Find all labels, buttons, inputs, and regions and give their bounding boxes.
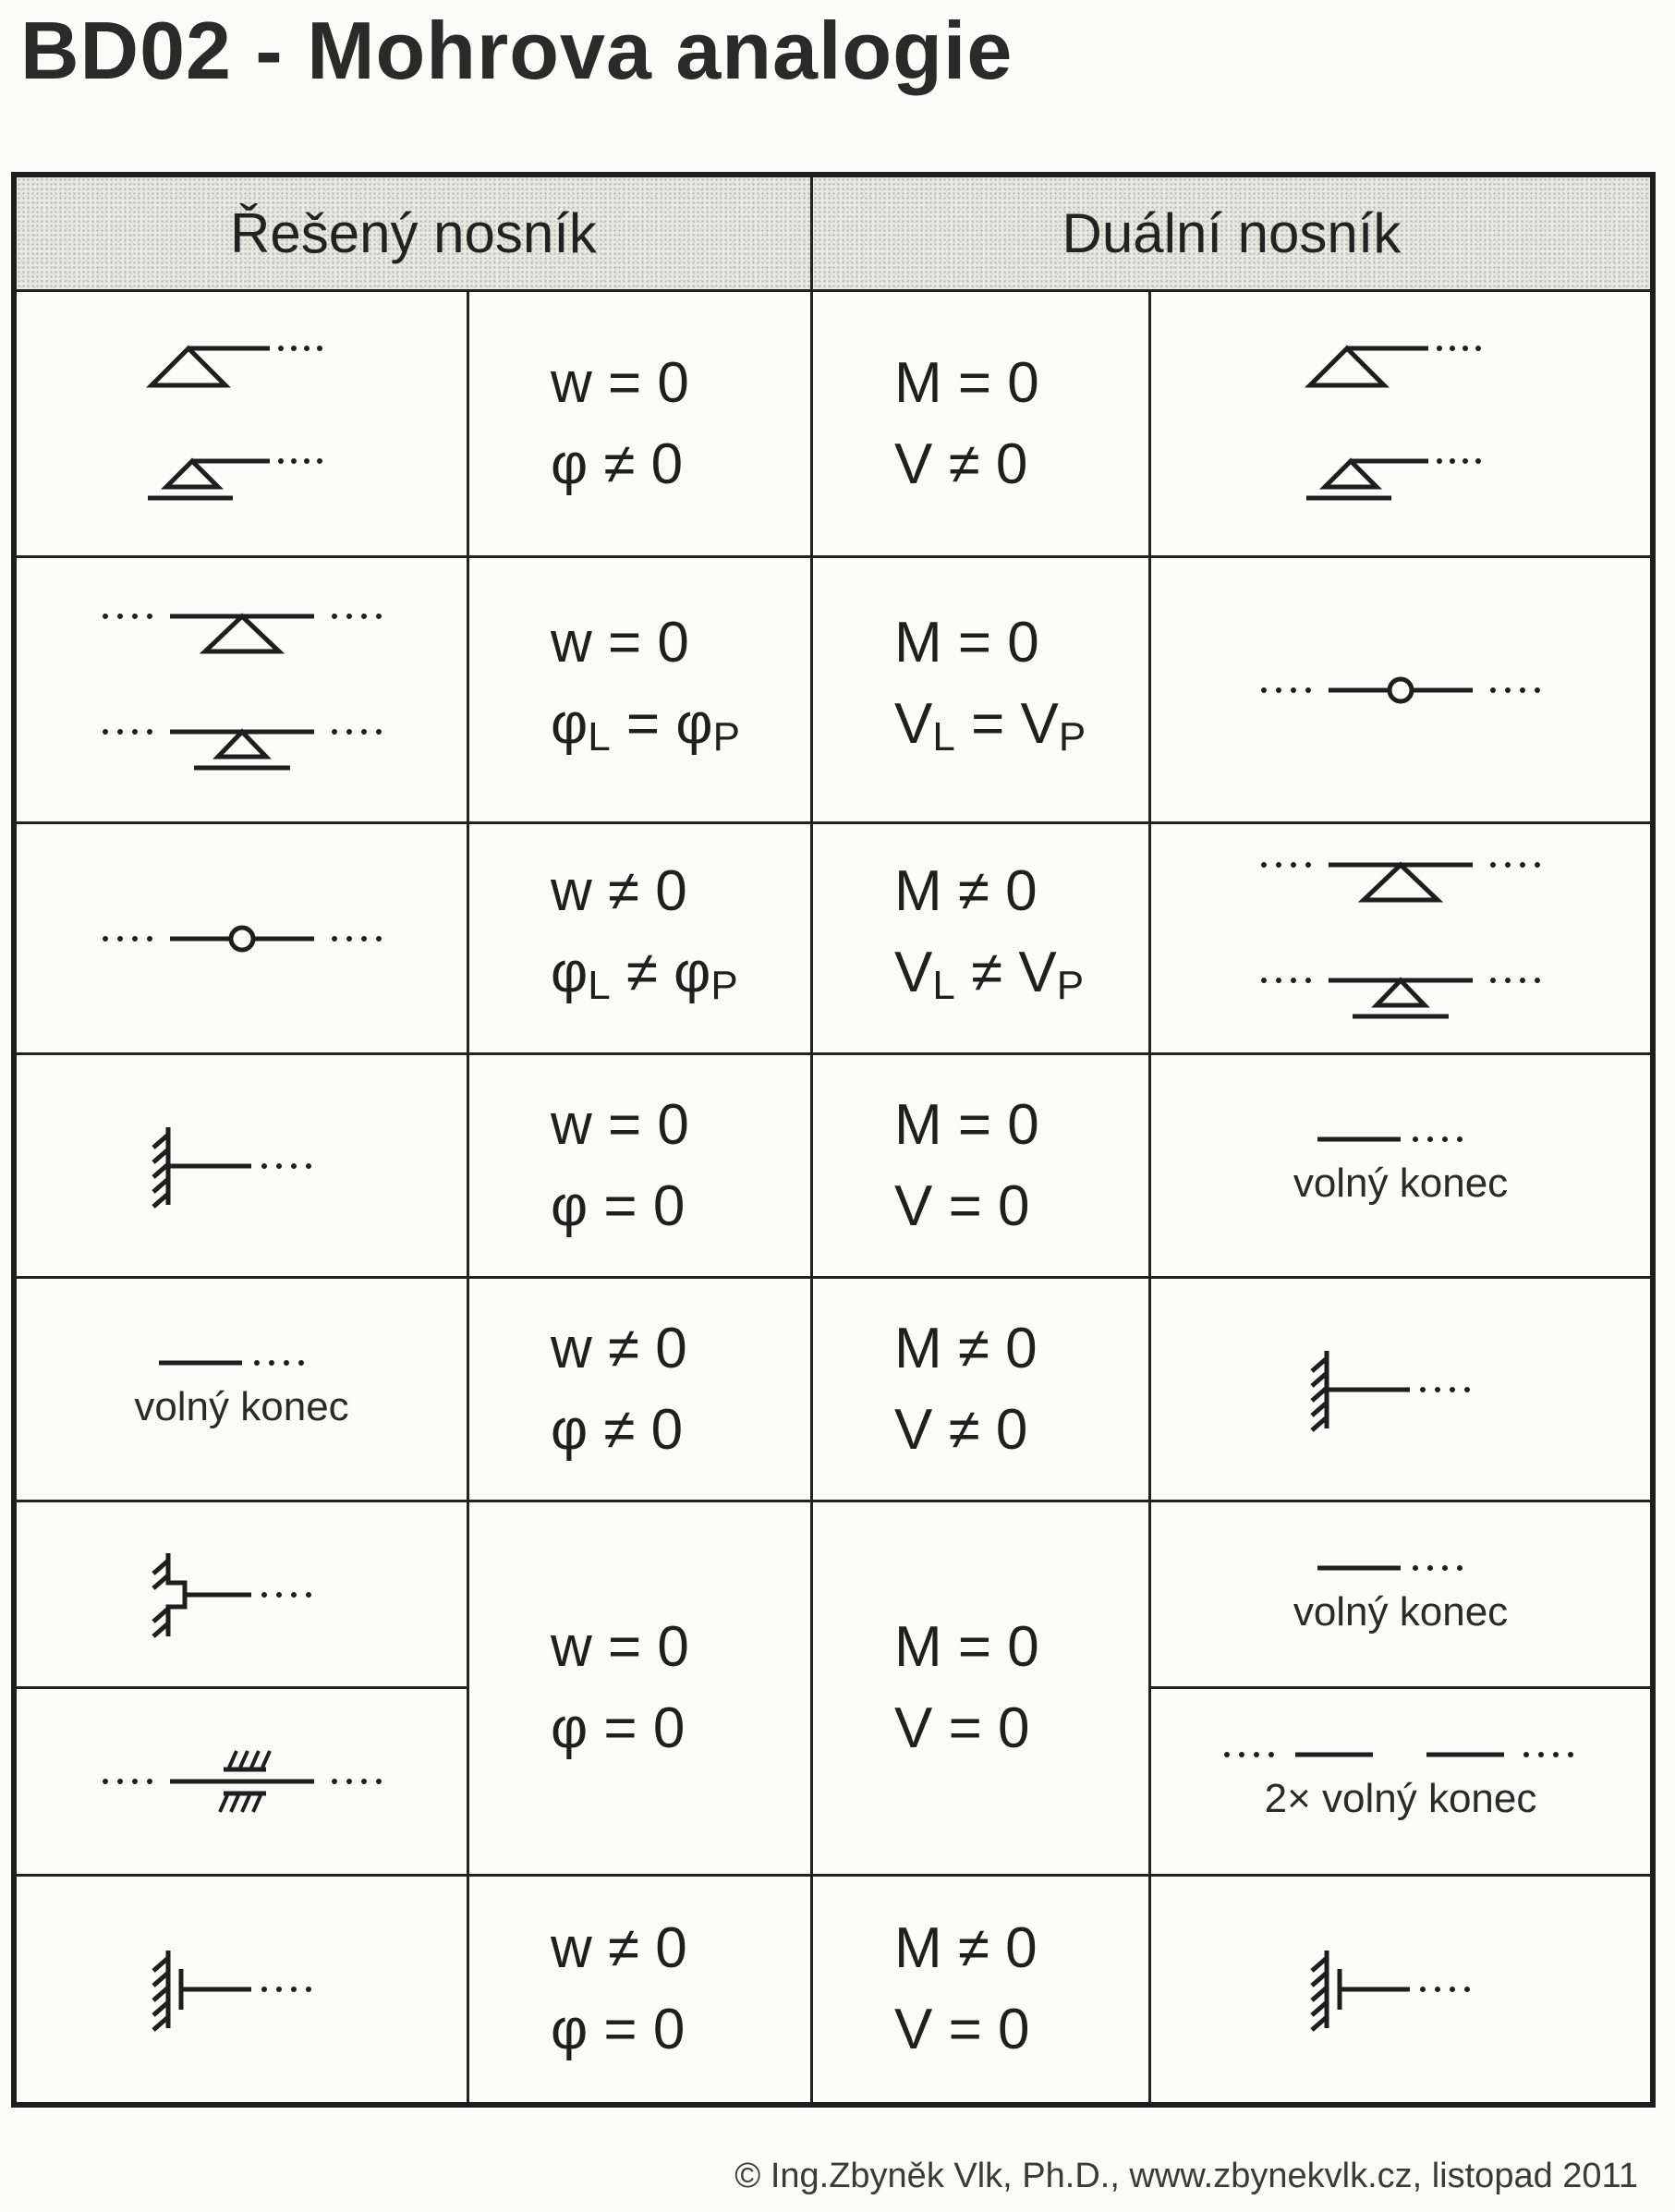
sliding-clamp-icon bbox=[1299, 1943, 1502, 2036]
w-condition: w = 0 bbox=[551, 610, 689, 675]
row5-internal-forces bbox=[813, 1279, 1151, 1502]
row5-deflection bbox=[469, 1279, 813, 1502]
free-end-icon bbox=[1308, 1125, 1493, 1153]
m-condition: M ≠ 0 bbox=[894, 858, 1038, 923]
v-condition: $V_L = V_P$ bbox=[894, 691, 1086, 760]
row3-dual-diagram bbox=[1151, 824, 1650, 1055]
w-condition: w = 0 bbox=[551, 1092, 689, 1157]
row6-internal-forces bbox=[813, 1502, 1151, 1877]
page-title: BD02 - Mohrova analogie bbox=[20, 5, 1013, 96]
row1-solved-diagram bbox=[17, 292, 469, 558]
sliding-clamp-icon bbox=[140, 1943, 344, 2036]
header-solved-beam: Řešený nosník bbox=[17, 177, 813, 292]
v-condition: $V_L \ne V_P$ bbox=[894, 940, 1085, 1008]
phi-condition: φ = 0 bbox=[551, 1696, 686, 1760]
row1-deflection bbox=[469, 292, 813, 558]
free-end-label: volný konec bbox=[1293, 1160, 1509, 1206]
free-end-icon bbox=[1308, 1554, 1493, 1582]
w-condition: w = 0 bbox=[551, 350, 689, 415]
hinge-icon bbox=[1244, 662, 1558, 718]
row3-solved-diagram bbox=[17, 824, 469, 1055]
row1-dual-diagram bbox=[1151, 292, 1650, 558]
row6a-solved-diagram bbox=[17, 1502, 469, 1689]
row3-deflection bbox=[469, 824, 813, 1055]
row7-dual-diagram bbox=[1151, 1877, 1650, 2102]
row7-deflection bbox=[469, 1877, 813, 2102]
row2-solved-diagram bbox=[17, 558, 469, 824]
row2-deflection bbox=[469, 558, 813, 824]
row6b-solved-diagram bbox=[17, 1689, 469, 1877]
free-end-icon bbox=[150, 1349, 334, 1377]
row4-dual-diagram bbox=[1151, 1055, 1650, 1279]
row2-internal-forces bbox=[813, 558, 1151, 824]
phi-condition: φ = 0 bbox=[551, 1998, 686, 2061]
phi-condition: φ = 0 bbox=[551, 1173, 686, 1238]
v-condition: V ≠ 0 bbox=[894, 431, 1028, 496]
inner-pin-and-roller-support-icon bbox=[1244, 846, 1558, 1031]
row6b-dual-diagram bbox=[1151, 1689, 1650, 1877]
free-end-label: volný konec bbox=[134, 1383, 349, 1429]
row5-solved-diagram bbox=[17, 1279, 469, 1502]
m-condition: M = 0 bbox=[894, 1092, 1039, 1157]
phi-condition: φ ≠ 0 bbox=[551, 431, 684, 496]
row7-solved-diagram bbox=[17, 1877, 469, 2102]
row5-dual-diagram bbox=[1151, 1279, 1650, 1502]
phi-condition: φ ≠ 0 bbox=[551, 1397, 684, 1462]
free-end-label: volný konec bbox=[1293, 1588, 1509, 1635]
row7-internal-forces bbox=[813, 1877, 1151, 2102]
pin-and-roller-support-icon bbox=[131, 332, 353, 517]
w-condition: w = 0 bbox=[551, 1615, 689, 1679]
fixed-end-bracket-icon bbox=[140, 1544, 344, 1646]
mohr-analogy-table bbox=[11, 172, 1656, 2108]
row2-dual-diagram bbox=[1151, 558, 1650, 824]
pin-and-roller-support-icon bbox=[1290, 332, 1511, 517]
fixed-end-icon bbox=[140, 1120, 344, 1212]
row3-internal-forces bbox=[813, 824, 1151, 1055]
double-free-end-icon bbox=[1216, 1741, 1585, 1768]
phi-condition: $\varphi_L \ne \varphi_P$ bbox=[551, 940, 738, 1008]
m-condition: M = 0 bbox=[894, 350, 1039, 415]
double-free-end-label: 2× volný konec bbox=[1264, 1776, 1537, 1821]
row4-deflection bbox=[469, 1055, 813, 1279]
m-condition: M = 0 bbox=[894, 1615, 1039, 1679]
v-condition: V ≠ 0 bbox=[894, 1397, 1028, 1462]
row6a-dual-diagram bbox=[1151, 1502, 1650, 1689]
copyright-footer: © Ing.Zbyněk Vlk, Ph.D., www.zbynekvlk.cz, listopad 2011 bbox=[734, 2157, 1638, 2195]
row4-solved-diagram bbox=[17, 1055, 469, 1279]
header-dual-beam: Duální nosník bbox=[813, 177, 1650, 292]
inner-pin-and-roller-support-icon bbox=[85, 598, 399, 783]
w-condition: w ≠ 0 bbox=[551, 858, 687, 923]
w-condition: w ≠ 0 bbox=[551, 1316, 687, 1380]
v-condition: V = 0 bbox=[894, 1998, 1030, 2061]
m-condition: M ≠ 0 bbox=[894, 1916, 1038, 1980]
hinge-icon bbox=[85, 911, 399, 966]
m-condition: M ≠ 0 bbox=[894, 1316, 1038, 1380]
m-condition: M = 0 bbox=[894, 610, 1039, 675]
v-condition: V = 0 bbox=[894, 1696, 1030, 1760]
w-condition: w ≠ 0 bbox=[551, 1916, 687, 1980]
v-condition: V = 0 bbox=[894, 1173, 1030, 1238]
row6-deflection bbox=[469, 1502, 813, 1877]
fixed-end-icon bbox=[1299, 1343, 1502, 1436]
inner-clamp-icon bbox=[85, 1740, 399, 1823]
phi-condition: $\varphi_L = \varphi_P$ bbox=[551, 691, 740, 760]
row4-internal-forces bbox=[813, 1055, 1151, 1279]
row1-internal-forces bbox=[813, 292, 1151, 558]
